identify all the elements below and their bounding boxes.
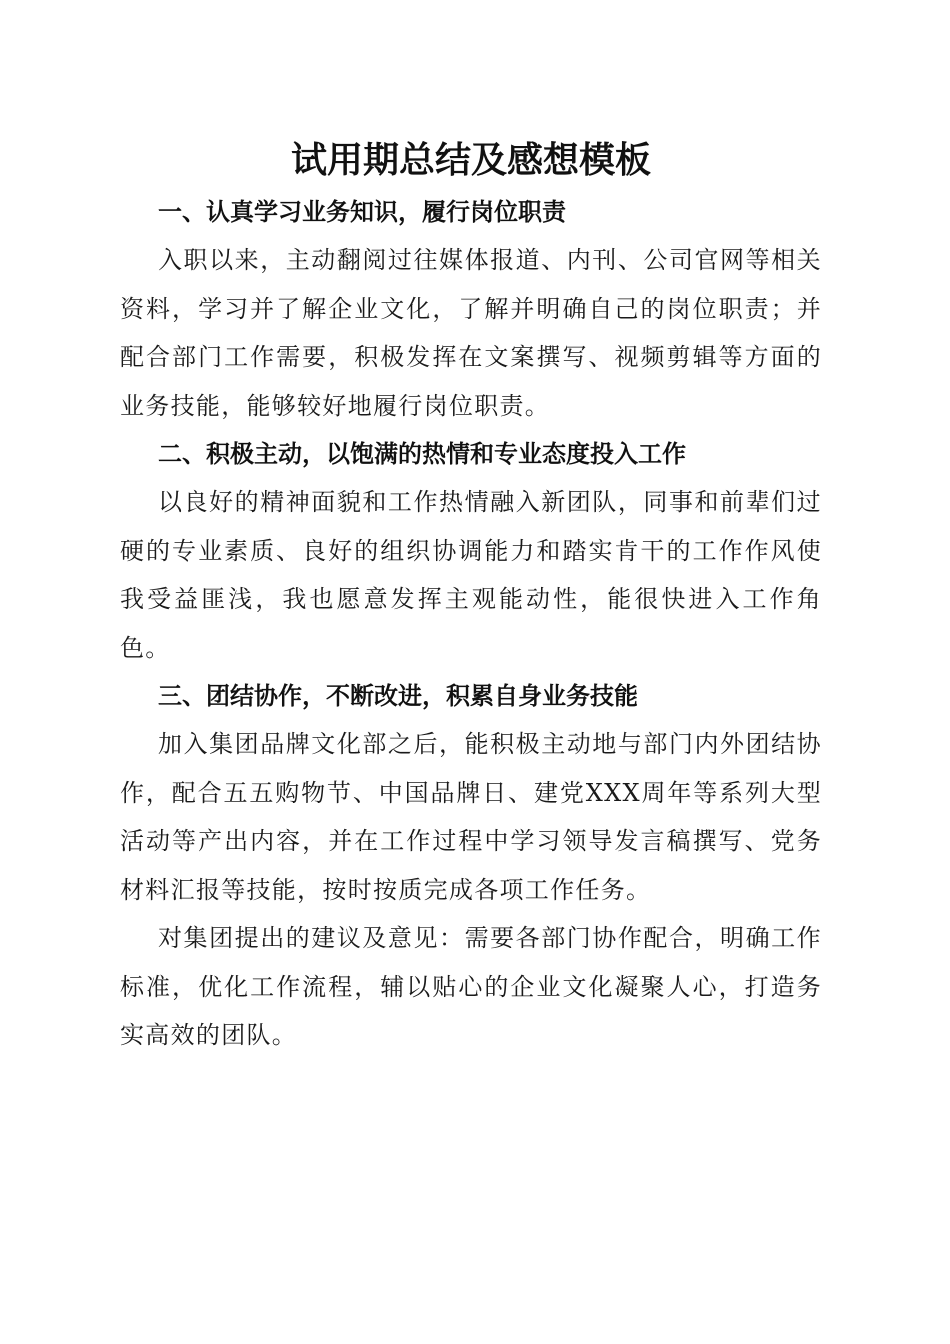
section-heading-3: 三、团结协作，不断改进，积累自身业务技能 xyxy=(158,682,638,710)
section-body-2: 以良好的精神面貌和工作热情融入新团队，同事和前辈们过硬的专业素质、良好的组织协调能力和踏实肯干的工作作风使我受益匪浅，我也愿意发挥主观能动性，能很快进入工作角色。 xyxy=(120,488,822,662)
document-title: 试用期总结及感想模板 xyxy=(290,139,651,181)
section-body-3: 加入集团品牌文化部之后，能积极主动地与部门内外团结协作，配合五五购物节、中国品牌日、建党XXX周年等系列大型活动等产出内容，并在工作过程中学习领导发言稿撰写、党务材料汇报等技能，按时按质完成各项工作任务。 xyxy=(120,730,822,904)
section-heading-1: 一、认真学习业务知识，履行岗位职责 xyxy=(158,198,566,226)
closing-paragraph: 对集团提出的建议及意见：需要各部门协作配合，明确工作标准，优化工作流程，辅以贴心的企业文化凝聚人心，打造务实高效的团队。 xyxy=(120,924,822,1049)
document-page xyxy=(120,132,822,1060)
section-heading-2: 二、积极主动，以饱满的热情和专业态度投入工作 xyxy=(158,440,686,468)
section-body-1: 入职以来，主动翻阅过往媒体报道、内刊、公司官网等相关资料，学习并了解企业文化，了解并明确自己的岗位职责；并配合部门工作需要，积极发挥在文案撰写、视频剪辑等方面的业务技能，能够较好地履行岗位职责。 xyxy=(120,246,822,420)
